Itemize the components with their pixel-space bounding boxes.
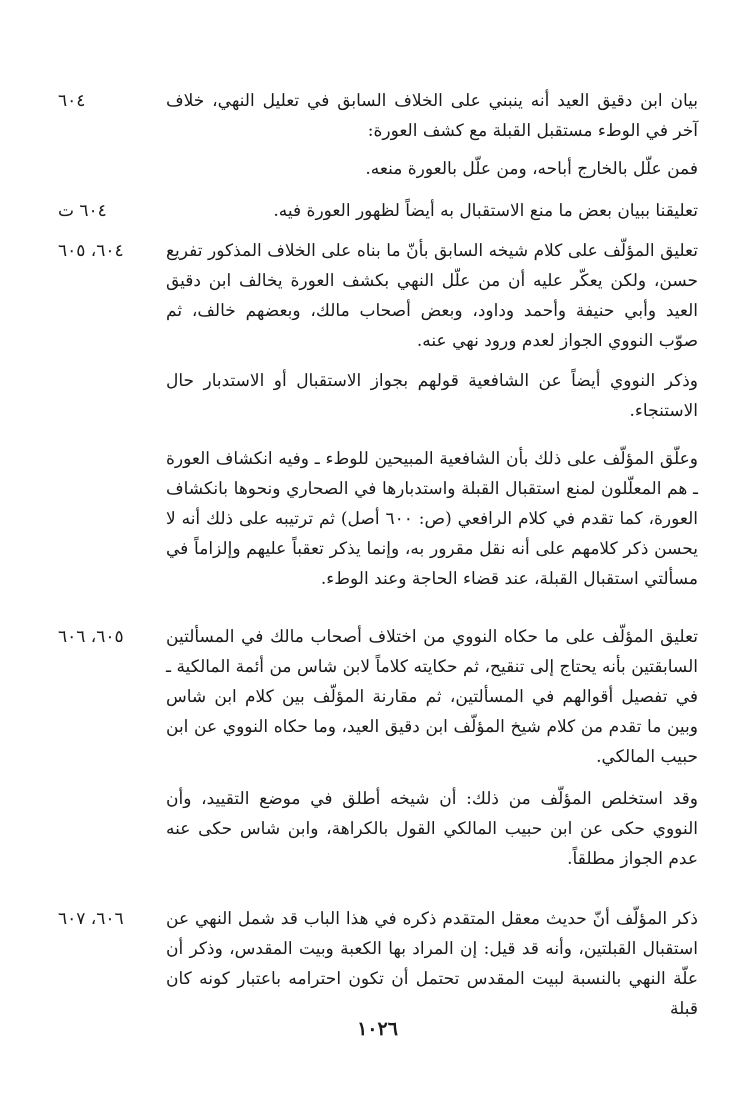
index-entry: [58, 86, 698, 196]
index-entry: [58, 236, 698, 616]
entry-paragraph: وذكر النووي أيضاً عن الشافعية قولهم بجواز الاستقبال أو الاستدبار حال الاستنجاء.: [166, 371, 698, 421]
entry-text: [166, 236, 698, 594]
entry-text: [166, 622, 698, 874]
entry-paragraph: ذكر المؤلّف أنّ حديث معقل المتقدم ذكره في هذا الباب قد شمل النهي عن استقبال القبلتين، وأنه قد قيل: إن المراد بها الكعبة وبيت المقدس، وذكر أن علّة النهي بالنسبة لبيت المقدس تحتمل أن تكون احترامه باعتبار كونه كان قبلة: [166, 909, 698, 1019]
entry-paragraph: فمن علّل بالخارج أباحه، ومن علّل بالعورة منعه.: [365, 159, 698, 179]
page-reference: ٦٠٤ ت: [58, 201, 107, 221]
entry-paragraph: وعلّق المؤلّف على ذلك بأن الشافعية المبيحين للوطء ـ وفيه انكشاف العورة ـ هم المعلّلون لمنع استقبال القبلة واستدبارها في الصحاري ونحوها بانكشاف العورة، كما تقدم في كلام الرافعي (ص: ٦٠٠ أصل) ثم ترتيبه على ذلك أنه لا يحسن ذكر كلامهم على أنه نقل مقرور به، وإنما يذكر تعقباً عليهم وإلزاماً في مسألتي استقبال القبلة، عند قضاء الحاجة وعند الوطء.: [166, 449, 698, 589]
entry-text: [166, 904, 698, 1024]
index-entry: [58, 904, 698, 1019]
index-entry: [58, 622, 698, 892]
page-number: ١٠٢٦: [357, 1018, 398, 1040]
index-entry: [58, 196, 698, 232]
entry-text: [166, 86, 698, 184]
page-reference: ٦٠٤، ٦٠٥: [58, 241, 124, 261]
page-reference: ٦٠٥، ٦٠٦: [58, 627, 124, 647]
entry-paragraph: بيان ابن دقيق العيد أنه ينبني على الخلاف السابق في تعليل النهي، خلاف آخر في الوطء مستقبل القبلة مع كشف العورة:: [166, 91, 698, 141]
page-reference: ٦٠٦، ٦٠٧: [58, 909, 124, 929]
entry-text: [166, 196, 698, 226]
entry-paragraph: تعليقنا ببيان بعض ما منع الاستقبال به أيضاً لظهور العورة فيه.: [273, 201, 698, 221]
page-reference: ٦٠٤: [58, 91, 86, 111]
entry-paragraph: تعليق المؤلّف على ما حكاه النووي من اختلاف أصحاب مالك في المسألتين السابقتين بأنه يحتاج إلى تنقيح، ثم حكايته كلاماً لابن شاس من أئمة المالكية ـ في تفصيل أقوالهم في المسألتين، ثم مقارنة المؤلّف بين كلام ابن شاس وبين ما تقدم من كلام شيخ المؤلّف ابن دقيق العيد، وما حكاه النووي عن ابن حبيب المالكي.: [166, 627, 698, 767]
entry-paragraph: تعليق المؤلّف على كلام شيخه السابق بأنّ ما بناه على الخلاف المذكور تفريع حسن، ولكن يعكّر عليه أن من علّل النهي بكشف العورة يخالف ابن دقيق العيد وأبي حنيفة وأحمد وداود، وبعض أصحاب مالك، وبعضهم خالف، ثم صوّب النووي الجواز لعدم ورود نهي عنه.: [166, 241, 698, 351]
entry-paragraph: وقد استخلص المؤلّف من ذلك: أن شيخه أطلق في موضع التقييد، وأن النووي حكى عن ابن حبيب المالكي القول بالكراهة، وابن شاس حكى عنه عدم الجواز مطلقاً.: [166, 789, 698, 869]
